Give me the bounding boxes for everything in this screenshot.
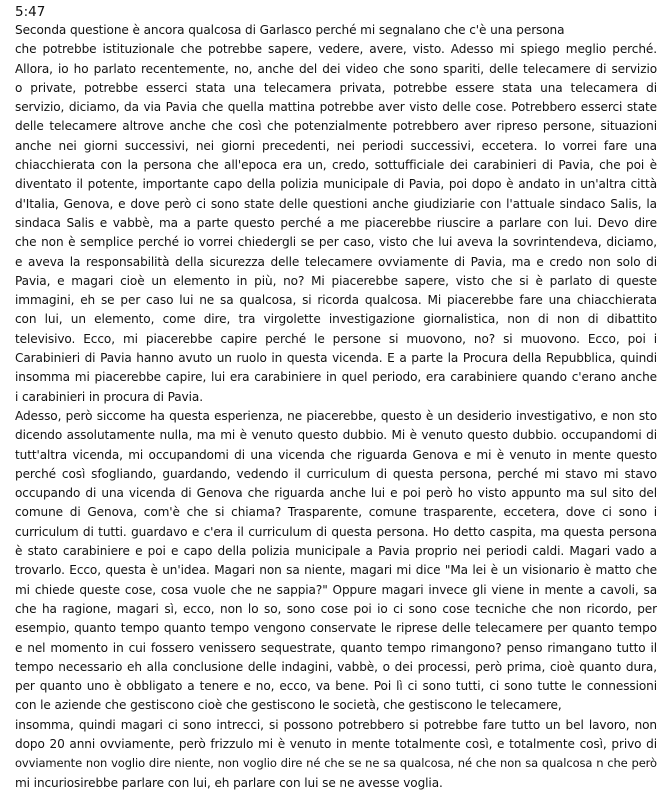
text-line: insomma mi piacerebbe capire, lui era carabiniere in quel periodo, era carabiniere quando c'erano anche (15, 370, 657, 385)
text-line: diventato il potente, importante capo della polizia municipale di Pavia, poi dopo è andato in un'altra città (15, 177, 657, 192)
text-line: tempo necessario eh alla conclusione delle indagini, vabbè, o dei processi, però prima, cioè quanto dura, (15, 659, 657, 674)
text-line: anche nei giorni successivi, nei giorni precedenti, nei periodi successivi, eccetera. Io vorrei fare una (15, 138, 657, 153)
text-line: servizio, diciamo, da via Pavia che quella mattina potrebbe aver visto delle cose. Potrebbero esserci state (15, 100, 657, 115)
timestamp: 5:47 (15, 4, 46, 20)
text-line: d'Italia, Genova, e dove però ci sono state delle questioni anche giudiziarie con l'attuale sindaco Salis, la (15, 196, 657, 211)
text-line: Adesso, però siccome ha questa esperienza, ne piacerebbe, questo è un desiderio investigativo, e non sto (15, 408, 657, 423)
text-line: chiacchierata con la persona che all'epoca era un, credo, sottufficiale dei carabinieri di Pavia, che poi è (15, 158, 657, 173)
text-line: ovviamente non voglio dire niente, non voglio dire né che se ne sa qualcosa, né che non sa qualcosa n che però (15, 756, 657, 771)
text-line: che potrebbe istituzionale che potrebbe sapere, vedere, avere, visto. Adesso mi spiego meglio perché. (15, 42, 657, 57)
text-line: immagini, eh se per caso lui ne sa qualcosa, si ricorda qualcosa. Mi piacerebbe fare una chiacchierata (15, 293, 657, 308)
text-line: e nel momento in cui fossero venissero sequestrate, quanto tempo rimangono? penso rimangano tutto il (15, 640, 657, 655)
text-line: con le aziende che gestiscono cioè che gestiscono le società, che gestiscono le telecamere, (15, 698, 562, 713)
text-line: con lui, un elemento, come dire, tra virgolette investigazione giornalistica, non di non di dibattito (15, 312, 657, 327)
text-line: curriculum di tutti. guardavo e c'era il curriculum di questa persona. Ho detto caspita, ma questa persona (15, 524, 657, 539)
text-line: occupando di una vicenda di Genova che riguarda anche lui e poi però ho visto appunto ma sul sito del (15, 486, 657, 501)
text-line: è stato carabiniere e poi e capo della polizia municipale a Pavia proprio nei periodi caldi. Magari vado a (15, 544, 657, 559)
text-line: i carabinieri in procura di Pavia. (15, 389, 203, 404)
text-line: comune di Genova, com'è che si chiama? Trasparente, comune trasparente, eccetera, dove ci sono i (15, 505, 657, 520)
text-line: o private, potrebbe esserci stata una telecamera privata, potrebbe essere stata una telecamera di (15, 80, 657, 95)
text-line: trovarlo. Ecco, questa è un'idea. Magari non sa niente, magari mi dice "Ma lei è un visionario è matto che (15, 563, 657, 578)
text-line: Pavia, e magari cioè un elemento in più, no? Mi piacerebbe sapere, visto che si è parlato di queste (15, 273, 657, 288)
text-line: che ha ragione, magari sì, ecco, non lo so, sono cose poi io ci sono cose tecniche che non ricordo, per (15, 601, 657, 616)
document-page (15, 3, 657, 793)
text-line: televisivo. Ecco, mi piacerebbe capire perché le persone si muovono, no? si muovono. Ecco, poi i (15, 331, 657, 346)
text-line: dicendo assolutamente nulla, ma mi è venuto questo dubbio. Mi è venuto questo dubbio. occupandomi di (15, 428, 657, 443)
text-line: Seconda questione è ancora qualcosa di Garlasco perché mi segnalano che c'è una persona (15, 23, 565, 37)
text-line: per quanto uno è obbligato a tenere e no, ecco, va bene. Poi lì ci sono tutti, ci sono tutte le connessioni (15, 679, 657, 694)
text-line: sindaca Salis e vabbè, ma a parte questo perché a me piacerebbe riuscire a parlare con lui. Devo dire (15, 215, 657, 230)
text-line: mi chiede queste cose, cosa vuole che ne sappia?" Oppure magari invece gli viene in mente a cavoli, sa (15, 582, 657, 597)
text-line: Carabinieri di Pavia hanno avuto un ruolo in questa vicenda. E a parte la Procura della Repubblica, quindi (15, 351, 657, 366)
text-line: delle telecamere altrove anche che così che potenzialmente potrebbero aver ripreso persone, situazioni (15, 119, 657, 134)
paragraph-1 (15, 21, 657, 407)
text-line: e aveva la responsabilità della sicurezza delle telecamere ovviamente di Pavia, ma e credo non solo di (15, 254, 657, 269)
text-line: Allora, io ho parlato recentemente, no, anche del dei video che sono spariti, delle telecamere di servizio (15, 61, 657, 76)
text-line: insomma, quindi magari ci sono intrecci, si possono potrebbero si potrebbe fare tutto un bel lavoro, non (15, 717, 657, 732)
text-line: che non è semplice perché io vorrei chiedergli se per caso, visto che lui aveva la sovrintendeva, diciamo, (15, 235, 657, 250)
text-line: perché così sfogliando, guardando, vedendo il curriculum di questa persona, perché mi stavo mi stavo (15, 466, 657, 481)
text-line: mi incuriosirebbe parlare con lui, eh parlare con lui se ne avesse voglia. (15, 775, 443, 790)
text-line: dopo 20 anni ovviamente, però frizzulo mi è venuto in mente totalmente così, e totalmente così, privo di (15, 736, 657, 751)
paragraph-2 (15, 407, 657, 793)
text-line: tutt'altra vicenda, mi occupandomi di una vicenda che riguarda Genova e mi è venuto in mente questo (15, 447, 657, 462)
text-line: esempio, quanto tempo quanto tempo vengono conservate le riprese delle telecamere per quanto tempo (15, 621, 657, 636)
